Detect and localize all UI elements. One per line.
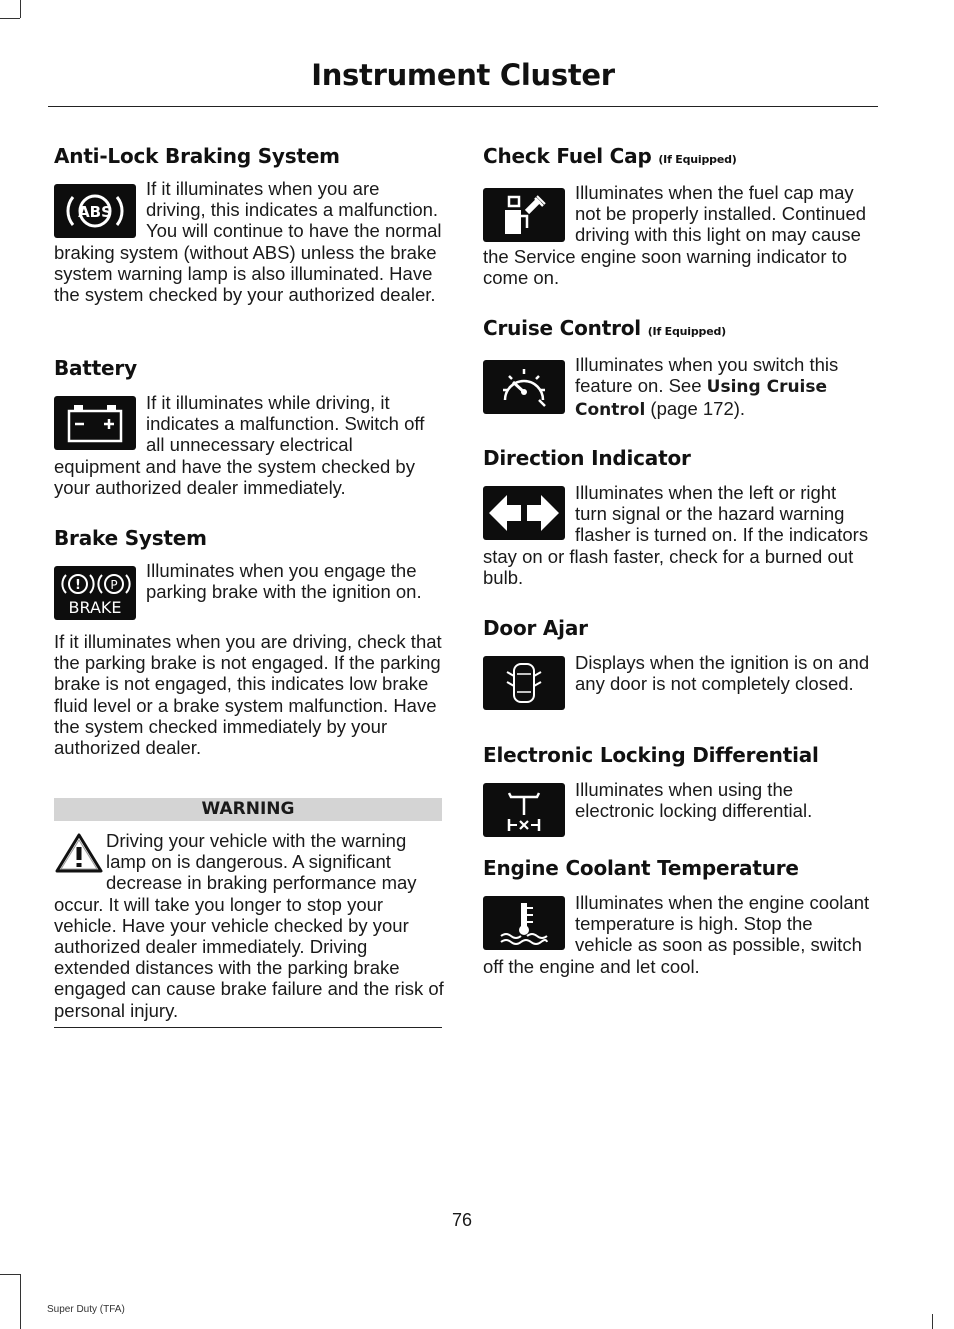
section-fuel-cap (483, 144, 873, 288)
section-heading (483, 316, 873, 340)
section-heading: Direction Indicator (483, 446, 691, 470)
section-text: Displays when the ignition is on and any door is not completely closed. (575, 652, 870, 695)
section-warning (54, 830, 444, 1021)
fuel-cap-icon (483, 188, 565, 242)
section-abs (54, 144, 444, 305)
brake-warning-icon (54, 566, 136, 620)
crop-mark (0, 1274, 20, 1275)
brake-icon-label: BRAKE (68, 598, 122, 617)
crop-mark (20, 0, 21, 18)
section-heading: Anti-Lock Braking System (54, 144, 340, 168)
warning-bar: WARNING (54, 798, 442, 821)
section-eld (483, 743, 873, 839)
cruise-link[interactable]: Using Cruise Control (575, 377, 828, 421)
abs-warning-icon (54, 184, 136, 238)
section-door-ajar (483, 616, 873, 712)
section-text: Illuminates when using the electronic locking differential. (575, 779, 813, 822)
warning-triangle-icon (54, 832, 104, 874)
locking-differential-icon (483, 783, 565, 837)
svg-text:ABS: ABS (78, 203, 112, 221)
section-heading: Battery (54, 356, 137, 380)
turn-signal-icon (483, 486, 565, 540)
svg-text:!: ! (75, 578, 81, 593)
section-cruise (483, 316, 873, 422)
section-heading: Engine Coolant Temperature (483, 856, 799, 880)
section-battery (54, 356, 444, 498)
coolant-temperature-icon (483, 896, 565, 950)
crop-mark (932, 1314, 933, 1329)
warning-divider (54, 1027, 442, 1028)
section-text: Illuminates when the fuel cap may not be properly installed. Continued driving with this light on may cause the Service engine soon warning indicator to come on. (483, 182, 867, 288)
cruise-text-before: Illuminates when you switch this feature on. See (575, 354, 839, 397)
crop-mark (0, 18, 20, 19)
section-text: If it illuminates when you are driving, this indicates a malfunction. You will continue to have the normal braking system (without ABS) unless the brake system warning lamp is also illuminated. Have the system checked by your authorized dealer. (54, 178, 442, 306)
warning-text: Driving your vehicle with the warning lamp on is dangerous. A significant decrease in braking performance may occur. It will take you longer to stop your vehicle. Have your vehicle checked by your authorized dealer immediately. Driving extended distances with the parking brake engaged can cause brake failure and the risk of personal injury. (54, 830, 444, 1021)
door-ajar-icon (483, 656, 565, 710)
heading-text: Check Fuel Cap (483, 144, 652, 168)
footer-model: Super Duty (TFA) (47, 1304, 125, 1315)
heading-text: Cruise Control (483, 316, 641, 340)
section-text-2: If it illuminates when you are driving, check that the parking brake is not engaged. If the parking brake is not engaged, this indicates low brake fluid level or a brake system malfunction. Have the system checked immediately by your authorized dealer. (54, 631, 442, 759)
section-heading: Electronic Locking Differential (483, 743, 819, 767)
svg-text:P: P (110, 578, 118, 592)
crop-mark (20, 1274, 21, 1329)
section-text: Illuminates when the left or right turn signal or the hazard warning flasher is turned on. If the indicators stay on or flash faster, check for a burned out bulb. (483, 482, 869, 588)
section-text: Illuminates when you engage the parking brake with the ignition on. (146, 560, 422, 603)
battery-icon (54, 396, 136, 450)
title-divider (48, 106, 878, 107)
cruise-control-icon (483, 360, 565, 414)
section-coolant (483, 856, 873, 977)
section-text: If it illuminates while driving, it indicates a malfunction. Switch off all unnecessary electrical equipment and have the system checked by your authorized dealer immediately. (54, 392, 425, 498)
page-title: Instrument Cluster (311, 58, 615, 92)
cruise-text-after: (page 172). (645, 398, 746, 420)
section-heading: Door Ajar (483, 616, 588, 640)
section-text: Illuminates when the engine coolant temperature is high. Stop the vehicle as soon as possible, switch off the engine and let cool. (483, 892, 870, 977)
heading-note: (If Equipped) (658, 153, 737, 166)
section-heading (483, 144, 873, 168)
section-direction (483, 446, 873, 588)
section-heading: Brake System (54, 526, 207, 550)
section-brake (54, 526, 444, 758)
heading-note: (If Equipped) (647, 325, 726, 338)
page-number: 76 (451, 1210, 473, 1230)
